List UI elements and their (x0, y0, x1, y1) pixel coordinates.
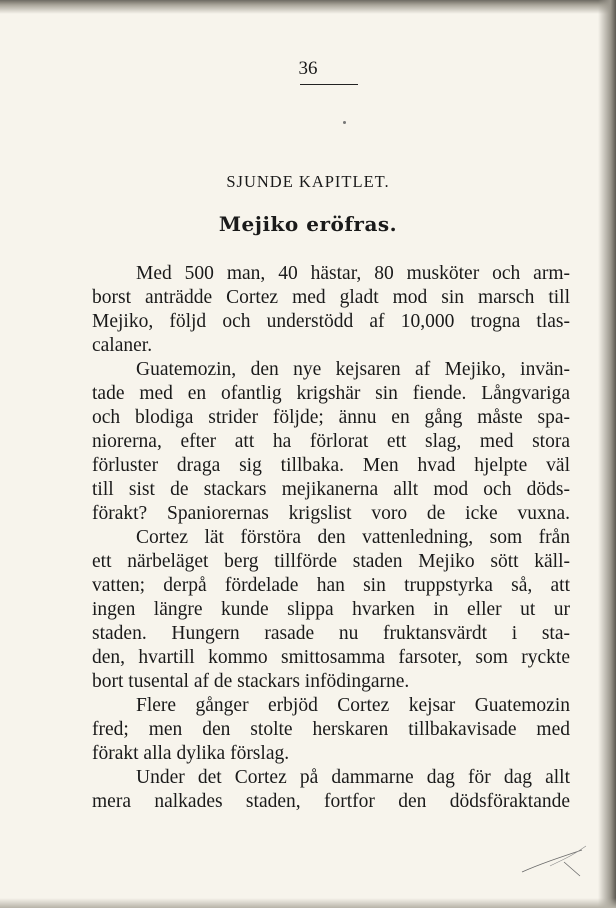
text-line: staden. Hungern rasade nu fruktansvärdt i sta- (92, 623, 570, 644)
text-line: och blodiga strider följde; ännu en gång måste spa- (92, 407, 570, 428)
text-line: ett närbeläget berg tillförde staden Mejiko sött käll- (92, 551, 570, 572)
page-number-underline (300, 84, 358, 85)
text-line: Guatemozin, den nye kejsaren af Mejiko, invän- (136, 359, 570, 380)
text-line: förluster draga sig tillbaka. Men hvad hjelpte väl (92, 455, 570, 476)
text-line: vatten; derpå fördelade han sin truppstyrka så, att (92, 575, 570, 596)
text-line: calaner. (92, 335, 153, 356)
text-line: den, hvartill kommo smittosamma farsoter, som ryckte (92, 647, 570, 668)
text-line: bort tusental af de stackars infödingarne. (92, 671, 410, 692)
text-line: fred; men den stolte herskaren tillbakavisade med (92, 719, 570, 740)
pencil-scribble (520, 842, 590, 882)
text-line: förakt? Spaniorernas krigslist voro de icke vuxna. (92, 503, 570, 524)
text-line: Cortez lät förstöra den vattenledning, som från (136, 527, 570, 548)
text-line: Mejiko, följd och understödd af 10,000 trogna tlas- (92, 311, 570, 332)
chapter-title: Mejiko eröfras. (218, 212, 398, 236)
text-line: Med 500 man, 40 hästar, 80 musköter och arm- (136, 263, 570, 284)
page-number: 36 (298, 58, 318, 79)
page-edge-bottom (0, 898, 616, 908)
page-edge-right (598, 0, 616, 908)
page-edge-top (0, 0, 616, 14)
text-line: mera nalkades staden, fortfor den dödsföraktande (92, 791, 570, 812)
ink-speck (343, 121, 346, 124)
text-line: niorerna, efter att ha förlorat ett slag, med stora (92, 431, 570, 452)
text-line: Under det Cortez på dammarne dag för dag allt (136, 767, 570, 788)
chapter-heading: SJUNDE KAPITLET. (226, 172, 390, 191)
text-line: förakt alla dylika förslag. (92, 743, 290, 764)
body-text (92, 262, 570, 814)
text-line: tade med en ofantlig krigshär sin fiende. Långvariga (92, 383, 570, 404)
text-line: borst anträdde Cortez med gladt mod sin marsch till (92, 287, 570, 308)
text-line: till sist de stackars mejikanerna allt mod och döds- (92, 479, 570, 500)
text-line: ingen längre kunde slippa hvarken in eller ut ur (92, 599, 570, 620)
text-line: Flere gånger erbjöd Cortez kejsar Guatemozin (136, 695, 570, 716)
